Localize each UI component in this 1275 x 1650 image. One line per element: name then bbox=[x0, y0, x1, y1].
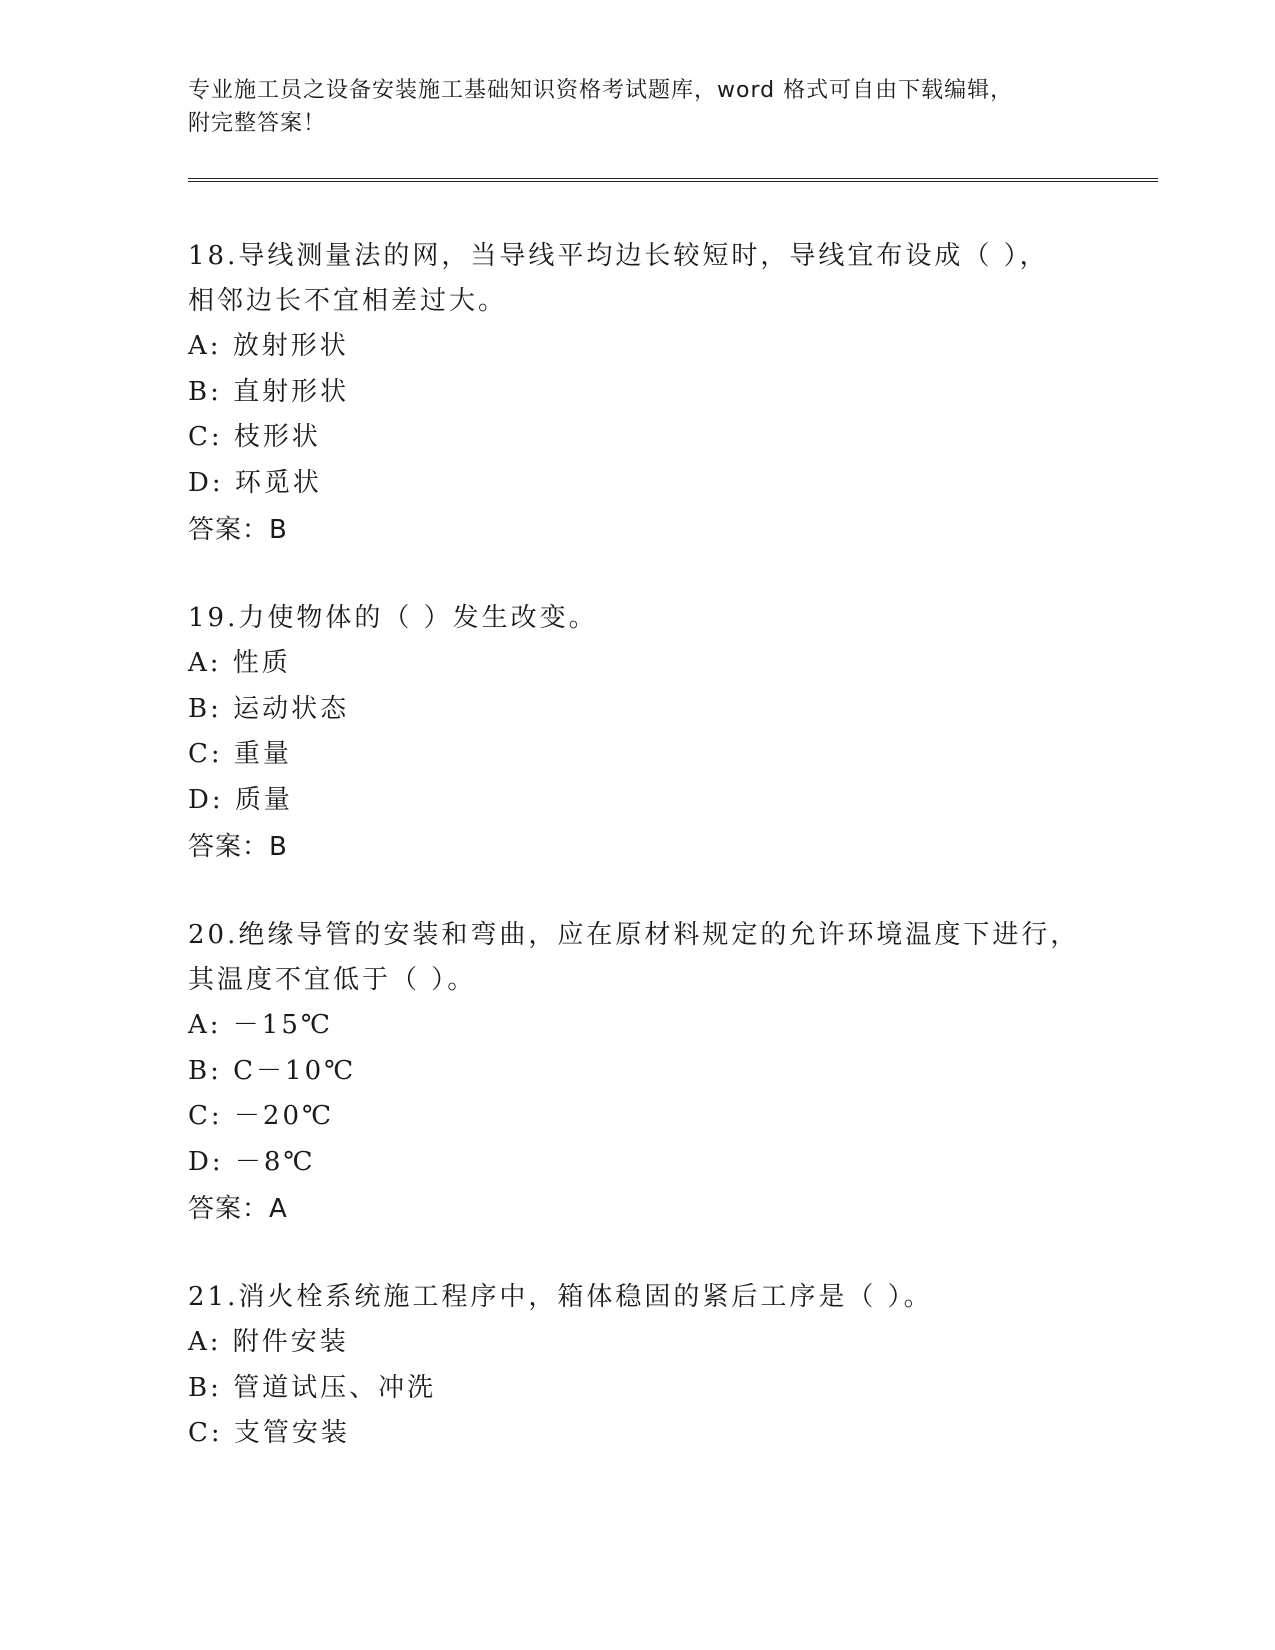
header-line-2: 附完整答案！ bbox=[188, 111, 327, 136]
option-b: B: C－10℃ bbox=[188, 1055, 357, 1086]
question-stem-line-1: 20.绝缘导管的安装和弯曲，应在原材料规定的允许环境温度下进行， bbox=[188, 920, 1080, 950]
question-stem-line-2: 相邻边长不宜相差过大。 bbox=[188, 286, 508, 316]
option-d: D: 环觅状 bbox=[188, 467, 322, 498]
answer-label: 答案：B bbox=[188, 515, 288, 545]
option-b: B: 直射形状 bbox=[188, 376, 350, 407]
document-header bbox=[188, 74, 1068, 140]
option-c: C: 重量 bbox=[188, 739, 292, 769]
option-a: A: 性质 bbox=[188, 648, 291, 678]
question-21 bbox=[188, 1275, 1148, 1457]
answer-label: 答案：A bbox=[188, 1194, 288, 1224]
option-a: A: 附件安装 bbox=[188, 1327, 349, 1357]
question-20 bbox=[188, 913, 1148, 1233]
option-d: D: 质量 bbox=[188, 784, 293, 815]
option-c: C: 枝形状 bbox=[188, 422, 321, 452]
header-divider bbox=[188, 178, 1158, 182]
header-line-1: 专业施工员之设备安装施工基础知识资格考试题库，word 格式可自由下载编辑， bbox=[188, 78, 1014, 103]
option-a: A: －15℃ bbox=[188, 1010, 333, 1040]
question-stem-line-2: 其温度不宜低于（ ）。 bbox=[188, 965, 477, 995]
question-19 bbox=[188, 596, 1148, 871]
option-a: A: 放射形状 bbox=[188, 331, 349, 361]
option-c: C: －20℃ bbox=[188, 1101, 335, 1131]
option-b: B: 管道试压、冲洗 bbox=[188, 1372, 437, 1403]
question-stem-line-1: 18.导线测量法的网，当导线平均边长较短时，导线宜布设成（ ）， bbox=[188, 241, 1049, 271]
question-18 bbox=[188, 234, 1148, 554]
option-b: B: 运动状态 bbox=[188, 693, 350, 724]
option-d: D: －8℃ bbox=[188, 1146, 316, 1177]
option-c: C: 支管安装 bbox=[188, 1418, 350, 1448]
answer-label: 答案：B bbox=[188, 832, 288, 862]
question-stem-line-1: 19.力使物体的（ ）发生改变。 bbox=[188, 603, 598, 633]
question-list bbox=[188, 234, 1148, 1499]
question-stem-line-1: 21.消火栓系统施工程序中，箱体稳固的紧后工序是（ ）。 bbox=[188, 1282, 933, 1312]
